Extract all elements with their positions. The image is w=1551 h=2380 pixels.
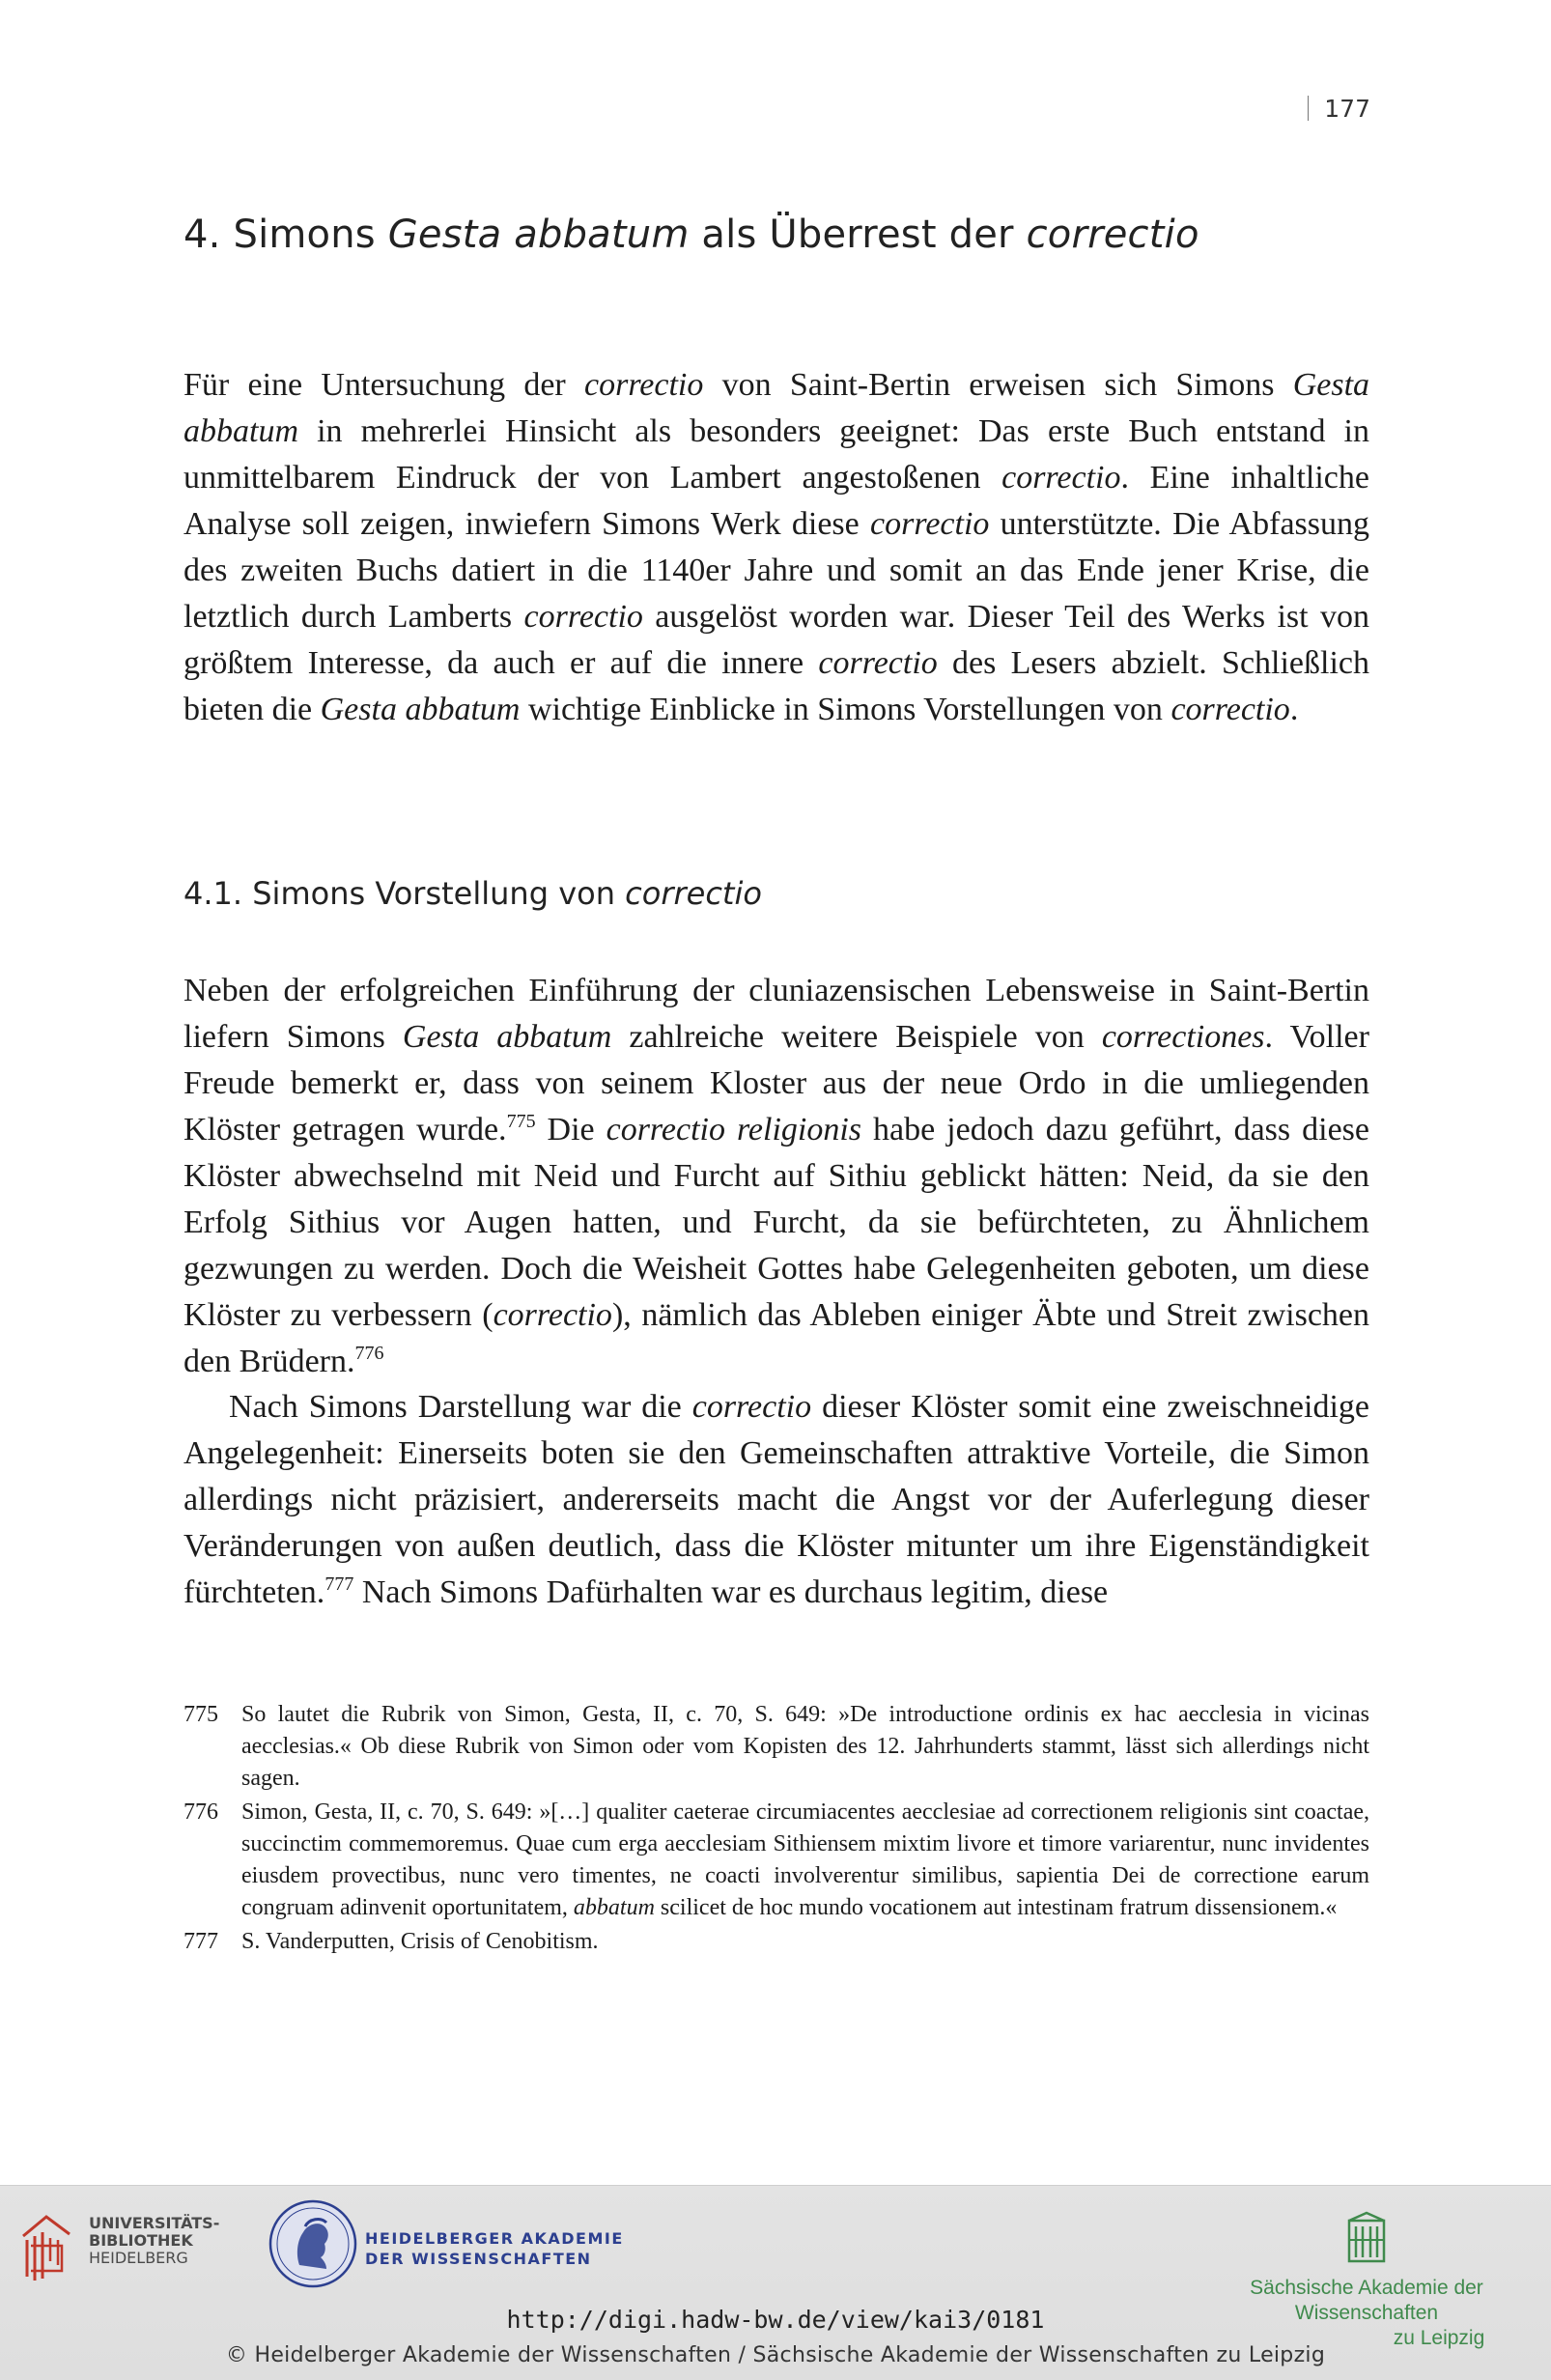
text-run: Die — [535, 1112, 606, 1148]
text-run: in mehrerlei Hinsicht als besonders geeignet: Das erste Buch entstand in unmittelbarem Eindruck der von Lambert angestoßenen — [183, 413, 1369, 496]
text-run: ausgelöst worden war. Dieser Teil des Werks ist von größtem Interesse, da auch er auf die innere — [183, 599, 1369, 681]
chapter-title-middle: als Überrest der — [689, 212, 1027, 257]
body-paragraph-1 — [183, 362, 1369, 733]
body-paragraph-2 — [183, 968, 1369, 1385]
university-library-logo-icon[interactable] — [17, 2207, 75, 2284]
text-run: Für eine Untersuchung der — [183, 367, 584, 403]
footnotes — [183, 1699, 1369, 1960]
footnote-777 — [183, 1926, 1369, 1958]
academy-line: HEIDELBERGER AKADEMIE — [365, 2229, 624, 2248]
ub-line: UNIVERSITÄTS- — [89, 2214, 220, 2232]
italic-term: correctio — [691, 1389, 812, 1425]
text-run: . — [1289, 692, 1299, 727]
footnote-text: Simon, Gesta, II, c. 70, S. 649: »[…] qualiter caeterae circumiacentes aecclesiae ad correctionem religionis sint coactae, succinctim commemoremus. Quae cum erga aecclesiam Sithiensem mixtim livore et timore variarentur, nunc invidentes eiusdem provectibus, nunc vero timentes, ne coacti involverentur similibus, sapientia Dei de correctione earum congruam adinvenit oportunitatem, — [241, 1799, 1369, 1920]
page-number: 177 — [1308, 95, 1370, 123]
italic-term: correctio — [584, 367, 704, 403]
italic-term: correctio — [818, 645, 938, 681]
text-run: . Voller Freude bemerkt er, dass von seinem Kloster aus der neue Ordo in die umliegenden Klöster getragen wurde. — [183, 1019, 1369, 1148]
section-title-prefix: 4.1. Simons Vorstellung von — [183, 875, 626, 912]
text-run: Nach Simons Darstellung war die — [229, 1389, 692, 1425]
ub-line: HEIDELBERG — [89, 2249, 188, 2267]
text-run: dieser Klöster somit eine zweischneidige Angelegenheit: Einerseits boten sie den Gemeinschaften attraktive Vorteile, die Simon allerdings nicht präzisiert, andererseits macht die Angst vor der Auferlegung dieser Veränderungen von außen deutlich, dass die Klöster mitunter um ihre Eigenständigkeit fürchteten. — [183, 1389, 1369, 1610]
copyright-notice: © Heidelberger Akademie der Wissenschaften / Sächsische Akademie der Wissenschaften zu Leipzig — [225, 2343, 1326, 2367]
footnote-number: 776 — [183, 1799, 218, 1825]
body-paragraph-3 — [183, 1384, 1369, 1616]
italic-term: correctio — [1170, 692, 1290, 727]
section-title-term: correctio — [625, 875, 762, 912]
chapter-title-work: Gesta abbatum — [387, 212, 690, 257]
footnote-text: So lautet die Rubrik von Simon, Gesta, II, c. 70, S. 649: »De introductione ordinis ex hac aecclesia in vicinas aecclesias.« Ob diese Rubrik von Simon oder vom Kopisten des 12. Jahrhunderts stammt, lässt sich allerdings nicht sagen. — [241, 1702, 1369, 1791]
ub-line: BIBLIOTHEK — [89, 2231, 193, 2250]
footnote-text: S. Vanderputten, Crisis of Cenobitism. — [241, 1929, 599, 1954]
text-run: habe jedoch dazu geführt, dass diese Klöster abwechselnd mit Neid und Furcht auf Sithiu geblickt hätten: Neid, da sie den Erfolg Sithius vor Augen hatten, und Furcht, da sie befürchteten, zu Ähnlichem gezwungen zu werden. Doch die Weisheit Gottes habe Gelegenheiten geboten, um diese Klöster zu verbessern ( — [183, 1112, 1369, 1333]
chapter-title-term: correctio — [1026, 212, 1199, 257]
italic-term: Gesta abbatum — [402, 1019, 612, 1055]
text-run: . Eine inhaltliche Analyse soll zeigen, inwiefern Simons Werk diese — [183, 460, 1369, 542]
footnote-ref-776[interactable]: 776 — [354, 1343, 384, 1364]
text-run: zahlreiche weitere Beispiele von — [611, 1019, 1102, 1055]
footnote-ref-777[interactable]: 777 — [324, 1573, 354, 1595]
italic-term: correctio — [1001, 460, 1121, 496]
academy-line: DER WISSENSCHAFTEN — [365, 2250, 592, 2268]
text-run: Neben der erfolgreichen Einführung der cluniazensischen Lebensweise in Saint-Bertin liefern Simons — [183, 973, 1369, 1055]
university-library-name[interactable] — [89, 2215, 219, 2267]
italic-term: correctio — [870, 506, 990, 542]
academy-name[interactable] — [365, 2228, 624, 2269]
chapter-title-prefix: 4. Simons — [183, 212, 388, 257]
italic-term: Gesta abbatum — [183, 367, 1370, 449]
footnote-number: 777 — [183, 1929, 218, 1954]
section-title — [183, 875, 762, 912]
saw-line: zu Leipzig — [1393, 2327, 1485, 2349]
footnote-text: scilicet de hoc mundo vocationem aut intestinam fratrum dissensionem.« — [654, 1895, 1338, 1920]
text-run: Nach Simons Dafürhalten war es durchaus legitim, diese — [353, 1574, 1109, 1610]
italic-term: Gesta abbatum — [320, 692, 521, 727]
footnote-italic: abbatum — [573, 1895, 655, 1920]
permalink-url[interactable]: http://digi.hadw-bw.de/view/kai3/0181 — [506, 2306, 1045, 2334]
italic-term: correctio — [493, 1297, 612, 1333]
academy-seal-icon[interactable] — [267, 2197, 359, 2290]
footnote-775 — [183, 1699, 1369, 1795]
text-run: des Lesers abzielt. Schließlich bieten die — [183, 645, 1370, 727]
italic-term: correctio — [523, 599, 643, 635]
text-run: unterstützte. Die Abfassung des zweiten Buchs datiert in die 1140er Jahre und somit an das Ende jener Krise, die letztlich durch Lamberts — [183, 506, 1369, 635]
italic-term: correctiones — [1101, 1019, 1265, 1055]
italic-term: correctio religionis — [606, 1112, 862, 1148]
chapter-title — [183, 212, 1199, 257]
saw-line: Sächsische Akademie der Wissenschaften — [1250, 2277, 1483, 2324]
text-run: ), nämlich das Ableben einiger Äbte und Streit zwischen den Brüdern. — [183, 1297, 1370, 1379]
text-run: von Saint-Bertin erweisen sich Simons — [703, 367, 1293, 403]
footnote-number: 775 — [183, 1702, 218, 1727]
footnote-776 — [183, 1797, 1369, 1924]
footnote-ref-775[interactable]: 775 — [506, 1111, 536, 1132]
text-run: wichtige Einblicke in Simons Vorstellungen von — [520, 692, 1171, 727]
saxon-academy-building-icon[interactable] — [1347, 2211, 1386, 2265]
